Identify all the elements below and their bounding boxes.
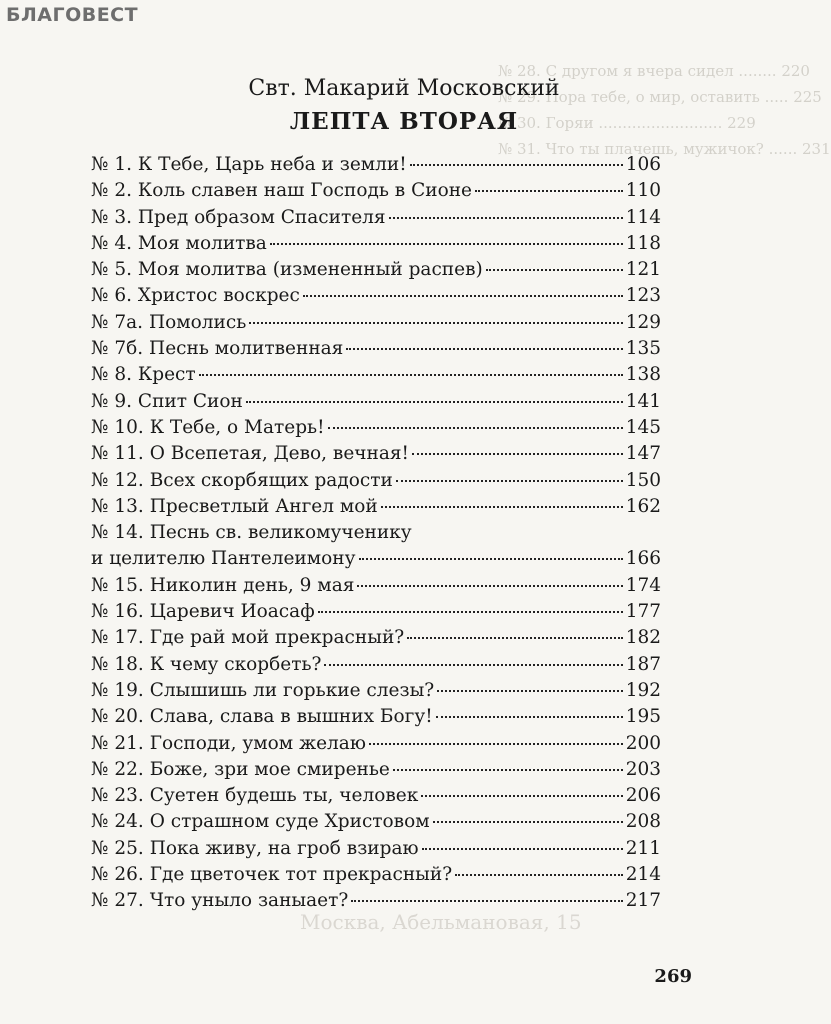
bleed-line: № 30. Горяи .......................... 229 — [498, 114, 756, 132]
dot-leader — [407, 637, 622, 639]
dot-leader — [410, 164, 623, 166]
toc-entry-title: № 22. Боже, зри мое смиренье — [91, 758, 390, 780]
toc-entry — [91, 625, 661, 651]
toc-entry-title: № 13. Пресветлый Ангел мой — [91, 495, 378, 517]
toc-entry-title: № 9. Спит Сион — [91, 390, 243, 412]
toc-row — [91, 599, 661, 625]
page-number: 269 — [654, 966, 692, 987]
toc-entry-title: № 15. Николин день, 9 мая — [91, 574, 355, 596]
toc-entry-page: 208 — [625, 811, 661, 833]
toc-entry-title: № 14. Песнь св. великомученику — [91, 522, 412, 544]
toc-row — [91, 652, 661, 678]
toc-entry — [91, 809, 661, 835]
toc-entry-title: № 7а. Помолись — [91, 311, 247, 333]
toc-row — [91, 415, 661, 441]
toc-entry-page: 211 — [625, 837, 661, 859]
toc-row — [91, 152, 661, 178]
dot-leader — [324, 664, 622, 666]
toc-entry-page: 145 — [625, 416, 661, 438]
section-title: ЛЕПТА ВТОРАЯ — [289, 108, 519, 135]
bleed-line: № 29. Пора тебе, о мир, оставить ..... 225 — [498, 88, 822, 106]
toc-entry-page: 162 — [625, 495, 661, 517]
toc-entry-title: № 1. К Тебе, Царь неба и земли! — [91, 154, 407, 175]
table-of-contents — [91, 152, 661, 915]
toc-entry — [91, 336, 661, 362]
toc-row — [91, 310, 661, 336]
dot-leader — [249, 322, 622, 324]
toc-row — [91, 731, 661, 757]
toc-row — [91, 468, 661, 494]
toc-entry-title: № 25. Пока живу, на гроб взираю — [91, 837, 419, 859]
dot-leader — [246, 401, 623, 403]
toc-entry — [91, 257, 661, 283]
dot-leader — [486, 269, 623, 271]
toc-entry — [91, 310, 661, 336]
toc-entry-page: 121 — [625, 259, 661, 281]
toc-entry-page: 182 — [625, 627, 661, 649]
toc-row — [91, 178, 661, 204]
toc-entry-title: № 17. Где рай мой прекрасный? — [91, 627, 405, 649]
toc-entry-title: № 5. Моя молитва (измененный распев) — [91, 259, 483, 281]
toc-row — [91, 888, 661, 914]
toc-entry — [91, 731, 661, 757]
toc-entry-page: 206 — [625, 785, 661, 807]
toc-entry-title: № 3. Пред образом Спасителя — [91, 206, 386, 228]
toc-entry-title: № 24. О страшном суде Христовом — [91, 811, 430, 833]
toc-entry-page: 166 — [625, 548, 661, 570]
dot-leader — [421, 795, 622, 797]
toc-entry-page: 147 — [625, 443, 661, 465]
toc-entry — [91, 757, 661, 783]
dot-leader — [412, 453, 623, 455]
toc-entry-page: 114 — [625, 206, 661, 228]
toc-entry — [91, 888, 661, 914]
toc-entry-title: № 8. Крест — [91, 364, 196, 386]
bleed-through-bottom: Москва, Абельмановая, 15 — [300, 910, 582, 934]
toc-row — [91, 362, 661, 388]
toc-entry — [91, 468, 661, 494]
toc-entry-page: 203 — [625, 758, 661, 780]
bleed-line: № 31. Что ты плачешь, мужичок? ...... 231 — [498, 140, 831, 158]
toc-entry-page: 150 — [625, 469, 661, 491]
toc-entry-page: 200 — [625, 732, 661, 754]
dot-leader — [396, 480, 623, 482]
toc-entry — [91, 783, 661, 809]
toc-row — [91, 546, 661, 572]
dot-leader — [346, 348, 622, 350]
toc-entry — [91, 389, 661, 415]
toc-entry-title-continued: и целителю Пантелеимону — [91, 548, 356, 570]
toc-entry-title: № 23. Суетен будешь ты, человек — [91, 785, 419, 807]
dot-leader — [422, 848, 623, 850]
toc-row — [91, 625, 661, 651]
toc-row — [91, 494, 661, 520]
toc-entry-page: 138 — [625, 364, 661, 386]
dot-leader — [359, 558, 623, 560]
dot-leader — [369, 743, 623, 745]
toc-entry-page: 110 — [625, 180, 661, 202]
toc-row — [91, 809, 661, 835]
toc-entry — [91, 494, 661, 520]
toc-row — [91, 205, 661, 231]
toc-entry-title: № 27. Что уныло заныает? — [91, 890, 349, 912]
toc-entry-page: 174 — [625, 574, 661, 596]
toc-row — [91, 231, 661, 257]
toc-entry-title: № 19. Слышишь ли горькие слезы? — [91, 679, 435, 701]
toc-entry — [91, 862, 661, 888]
toc-entry-title: № 21. Господи, умом желаю — [91, 732, 366, 754]
toc-entry — [91, 152, 661, 178]
toc-row — [91, 441, 661, 467]
toc-entry-title: № 10. К Тебе, о Матерь! — [91, 416, 325, 438]
dot-leader — [303, 295, 623, 297]
toc-entry-page: 129 — [625, 311, 661, 333]
toc-entry — [91, 520, 661, 573]
toc-entry — [91, 573, 661, 599]
toc-entry — [91, 652, 661, 678]
toc-entry — [91, 283, 661, 309]
toc-row — [91, 836, 661, 862]
toc-entry-title: № 7б. Песнь молитвенная — [91, 338, 344, 360]
dot-leader — [381, 506, 623, 508]
toc-entry — [91, 704, 661, 730]
toc-entry-page: 217 — [625, 890, 661, 912]
toc-entry-title: № 4. Моя молитва — [91, 232, 267, 254]
toc-entry — [91, 362, 661, 388]
toc-entry-title: № 26. Где цветочек тот прекрасный? — [91, 864, 453, 886]
toc-entry — [91, 231, 661, 257]
toc-entry-title: № 11. О Всепетая, Дево, вечная! — [91, 443, 409, 465]
toc-entry-page: 187 — [625, 653, 661, 675]
toc-row — [91, 704, 661, 730]
dot-leader — [318, 611, 623, 613]
toc-row — [91, 283, 661, 309]
toc-entry-page: 214 — [625, 864, 661, 886]
watermark-logo: БЛАГОВЕСТ — [6, 4, 139, 26]
toc-entry-page: 177 — [625, 601, 661, 623]
dot-leader — [455, 874, 623, 876]
dot-leader — [199, 374, 623, 376]
toc-row — [91, 862, 661, 888]
toc-row — [91, 389, 661, 415]
toc-entry-page: 123 — [625, 285, 661, 307]
toc-entry-page: 192 — [625, 679, 661, 701]
toc-entry — [91, 836, 661, 862]
toc-row — [91, 783, 661, 809]
dot-leader — [436, 716, 623, 718]
dot-leader — [357, 585, 622, 587]
dot-leader — [475, 190, 623, 192]
toc-entry-title: № 18. К чему скорбеть? — [91, 653, 322, 675]
toc-entry-page: 195 — [625, 706, 661, 728]
toc-entry-title: № 2. Коль славен наш Господь в Сионе — [91, 180, 472, 202]
toc-row — [91, 257, 661, 283]
toc-row — [91, 336, 661, 362]
toc-entry-page: 141 — [625, 390, 661, 412]
toc-entry — [91, 678, 661, 704]
toc-entry — [91, 415, 661, 441]
author-heading: Свт. Макарий Московский — [248, 76, 560, 101]
toc-entry — [91, 205, 661, 231]
bleed-line: № 28. С другом я вчера сидел ........ 220 — [498, 62, 810, 80]
dot-leader — [328, 427, 623, 429]
toc-entry — [91, 178, 661, 204]
toc-entry — [91, 599, 661, 625]
toc-entry-page: 135 — [625, 338, 661, 360]
toc-entry-title: № 12. Всех скорбящих радости — [91, 469, 393, 491]
toc-entry-title: № 20. Слава, слава в вышних Богу! — [91, 706, 433, 728]
toc-entry-title: № 16. Царевич Иоасаф — [91, 601, 315, 623]
dot-leader — [437, 690, 622, 692]
dot-leader — [389, 217, 623, 219]
dot-leader — [270, 243, 623, 245]
toc-row — [91, 757, 661, 783]
toc-row — [91, 678, 661, 704]
toc-row — [91, 573, 661, 599]
toc-entry-title: № 6. Христос воскрес — [91, 285, 300, 307]
toc-entry — [91, 441, 661, 467]
dot-leader — [393, 769, 623, 771]
toc-entry-page: 106 — [625, 154, 661, 175]
dot-leader — [351, 900, 622, 902]
dot-leader — [433, 821, 623, 823]
toc-entry-page: 118 — [625, 232, 661, 254]
